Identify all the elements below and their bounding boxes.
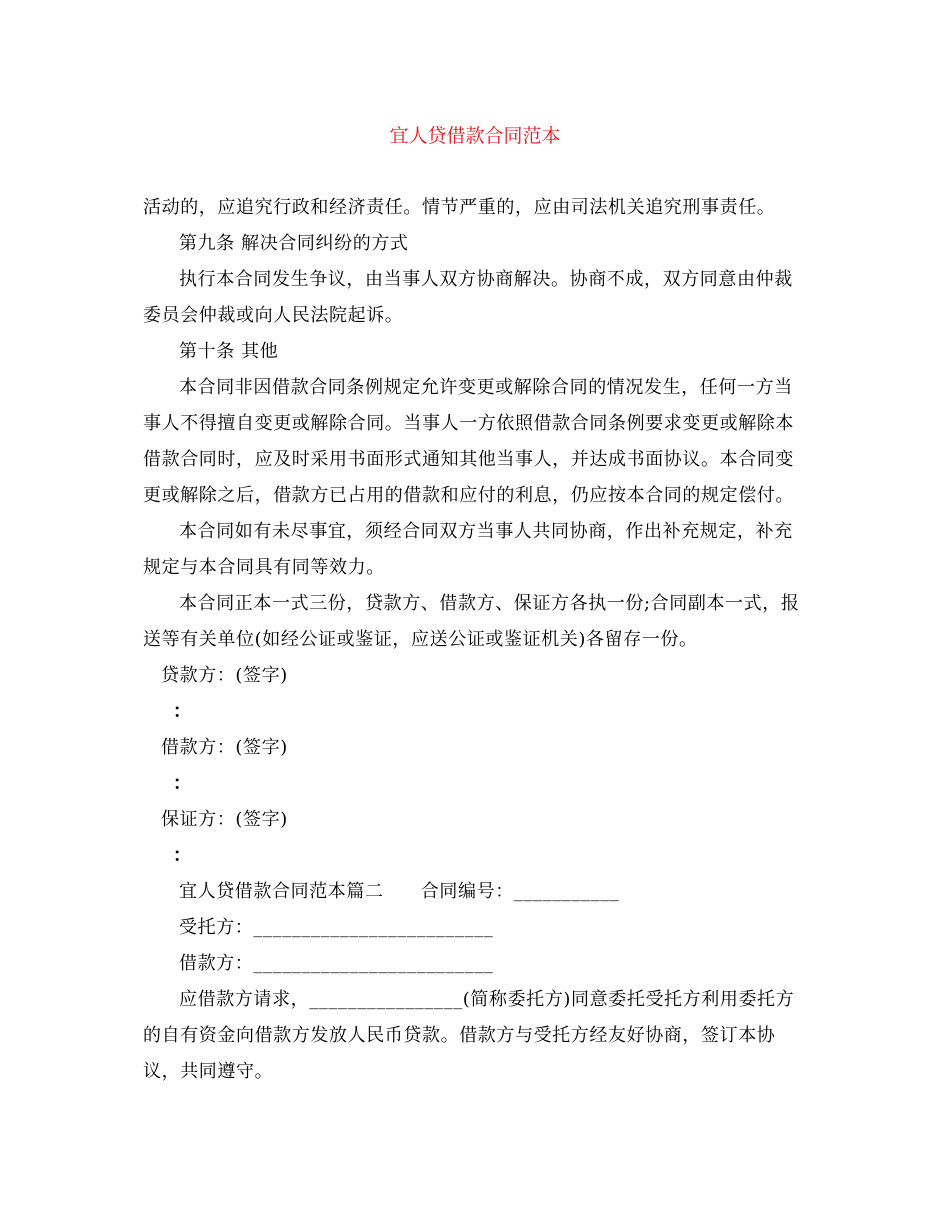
second-contract-heading: 宜人贷借款合同范本篇二 合同编号：___________ <box>179 881 620 902</box>
document-title: 宜人贷借款合同范本 <box>389 125 561 147</box>
paragraph-line: 议，共同遵守。 <box>143 1061 274 1082</box>
signature-colon: ： <box>173 845 192 866</box>
paragraph-line: 委员会仲裁或向人民法院起诉。 <box>143 305 404 326</box>
section-heading-10: 第十条 其他 <box>179 341 279 362</box>
paragraph-line: 本合同如有未尽事宜，须经合同双方当事人共同协商，作出补充规定，补充 <box>179 521 793 542</box>
paragraph-line: 应借款方请求，________________(简称委托方)同意委托受托方利用委托方 <box>179 989 795 1010</box>
paragraph-line: 本合同正本一式三份，贷款方、借款方、保证方各执一份;合同副本一式，报 <box>179 593 800 614</box>
borrower-field-line: 借款方：_________________________ <box>179 953 494 974</box>
borrower-signature-label: 借款方：(签字) <box>161 737 288 758</box>
trustee-field-line: 受托方：_________________________ <box>179 917 494 938</box>
guarantor-signature-label: 保证方：(签字) <box>161 809 288 830</box>
paragraph-line: 活动的，应追究行政和经济责任。情节严重的，应由司法机关追究刑事责任。 <box>143 197 776 218</box>
paragraph-line: 执行本合同发生争议，由当事人双方协商解决。协商不成，双方同意由仲裁 <box>179 269 793 290</box>
paragraph-line: 本合同非因借款合同条例规定允许变更或解除合同的情况发生，任何一方当 <box>179 377 793 398</box>
paragraph-line: 事人不得擅自变更或解除合同。当事人一方依照借款合同条例要求变更或解除本 <box>143 413 794 434</box>
paragraph-line: 送等有关单位(如经公证或鉴证，应送公证或鉴证机关)各留存一份。 <box>143 629 698 650</box>
paragraph-line: 借款合同时，应及时采用书面形式通知其他当事人，并达成书面协议。本合同变 <box>143 449 794 470</box>
paragraph-line: 更或解除之后，借款方已占用的借款和应付的利息，仍应按本合同的规定偿付。 <box>143 485 794 506</box>
signature-colon: ： <box>173 773 192 794</box>
paragraph-line: 的自有资金向借款方发放人民币贷款。借款方与受托方经友好协商，签订本协 <box>143 1025 776 1046</box>
signature-colon: ： <box>173 701 192 722</box>
lender-signature-label: 贷款方：(签字) <box>161 665 288 686</box>
paragraph-line: 规定与本合同具有同等效力。 <box>143 557 385 578</box>
section-heading-9: 第九条 解决合同纠纷的方式 <box>179 233 409 254</box>
